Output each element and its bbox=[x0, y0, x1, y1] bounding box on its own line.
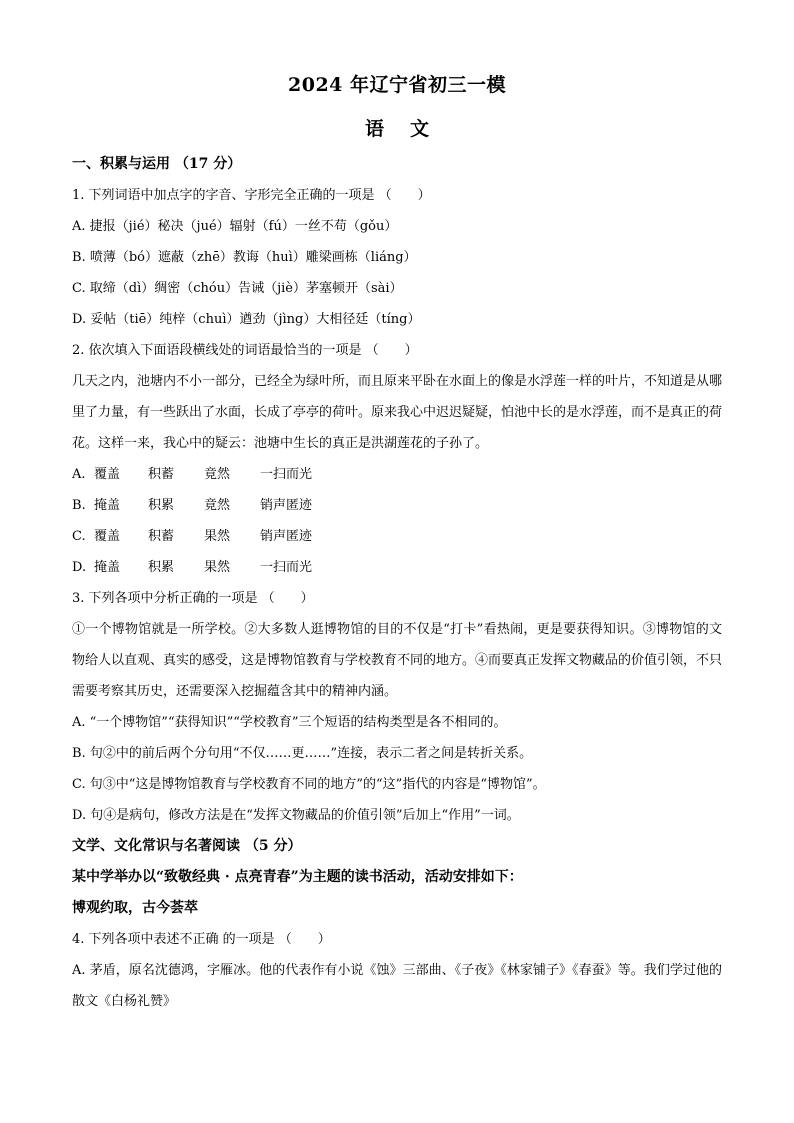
option-letter: D. 掩盖 bbox=[72, 560, 121, 575]
document-title: 2024 年辽宁省初三一模 bbox=[288, 74, 506, 96]
option-word: 竟然 bbox=[204, 498, 231, 513]
question-stem: 2. 依次填入下面语段横线处的词语最恰当的一项是 （ ） bbox=[72, 343, 418, 358]
option-letter: A. 覆盖 bbox=[72, 467, 121, 482]
option-word: 积累 bbox=[148, 498, 175, 513]
option-word: 销声匿迹 bbox=[260, 498, 313, 513]
option-word: 销声匿迹 bbox=[260, 529, 313, 544]
answer-option: A. 捷报（jié）秘决（jué）辐射（fú）一丝不苟（gǒu） bbox=[72, 219, 398, 234]
answer-option: C. 句③中“这是博物馆教育与学校教育不同的地方”的“这”指代的内容是“博物馆”。 bbox=[72, 777, 546, 792]
question-stem: 3. 下列各项中分析正确的一项是 （ ） bbox=[72, 591, 314, 606]
subject-title: 语文 bbox=[364, 118, 455, 140]
answer-option bbox=[72, 490, 722, 521]
option-word: 一扫而光 bbox=[260, 560, 313, 575]
document-body bbox=[72, 149, 722, 1017]
answer-option: C. 取缔（dì）绸密（chóu）告诫（jiè）茅塞顿开（sài） bbox=[72, 281, 403, 296]
option-letter: B. 掩盖 bbox=[72, 498, 121, 513]
answer-option: A. “一个博物馆”“获得知识”“学校教育”三个短语的结构类型是各不相同的。 bbox=[72, 715, 507, 730]
question-passage: ①一个博物馆就是一所学校。②大多数人逛博物馆的目的不仅是“打卡”看热闹，更是要获得知识。③博物馆的文物给人以直观、真实的感受，这是博物馆教育与学校教育不同的地方。④而要真正发挥文物藏品的价值引领，不只需要考察其历史，还需要深入挖掘蕴含其中的精神内涵。 bbox=[72, 622, 723, 699]
question-stem: 1. 下列词语中加点字的字音、字形完全正确的一项是 （ ） bbox=[72, 188, 431, 203]
option-word: 积蓄 bbox=[148, 467, 175, 482]
section-heading: 文学、文化常识与名著阅读 （5 分） bbox=[72, 838, 302, 854]
answer-option: D. 妥帖（tiē）纯梓（chuì）遒劲（jìng）大相径廷（tíng） bbox=[72, 312, 421, 327]
option-letter: C. 覆盖 bbox=[72, 529, 121, 544]
option-word: 竟然 bbox=[204, 467, 231, 482]
question-passage: 几天之内，池塘内不小一部分，已经全为绿叶所，而且原来平卧在水面上的像是水浮莲一样的叶片，不知道是从哪里了力量，有一些跃出了水面，长成了亭亭的荷叶。原来我心中迟迟疑疑，怕池中长的是水浮莲，而不是真正的荷花。这样一来，我心中的疑云：池塘中生长的真正是洪湖莲花的子孙了。 bbox=[72, 374, 723, 451]
activity-subheading: 博观约取，古今荟萃 bbox=[72, 900, 198, 916]
option-word: 一扫而光 bbox=[260, 467, 313, 482]
answer-option bbox=[72, 459, 722, 490]
answer-option: D. 句④是病句，修改方法是在“发挥文物藏品的价值引领”后加上“作用”一词。 bbox=[72, 808, 520, 823]
question-stem: 4. 下列各项中表述不正确 的一项是 （ ） bbox=[72, 932, 331, 947]
activity-intro: 某中学举办以“致敬经典 · 点亮青春”为主题的读书活动，活动安排如下： bbox=[72, 869, 523, 885]
option-word: 积累 bbox=[148, 560, 175, 575]
answer-option bbox=[72, 521, 722, 552]
answer-option: A. 茅盾，原名沈德鸿，字雁冰。他的代表作有小说《蚀》三部曲、《子夜》《林家铺子》《春蚕》等。我们学过他的散文《白杨礼赞》 bbox=[72, 963, 722, 1009]
option-word: 积蓄 bbox=[148, 529, 175, 544]
answer-option bbox=[72, 552, 722, 583]
answer-option: B. 句②中的前后两个分句用“不仅……更……”连接，表示二者之间是转折关系。 bbox=[72, 746, 533, 761]
section-heading: 一、积累与运用 （17 分） bbox=[72, 156, 242, 172]
option-word: 果然 bbox=[204, 529, 231, 544]
answer-option: B. 喷薄（bó）遮蔽（zhē）教诲（huì）雕梁画栋（liáng） bbox=[72, 250, 417, 265]
option-word: 果然 bbox=[204, 560, 231, 575]
